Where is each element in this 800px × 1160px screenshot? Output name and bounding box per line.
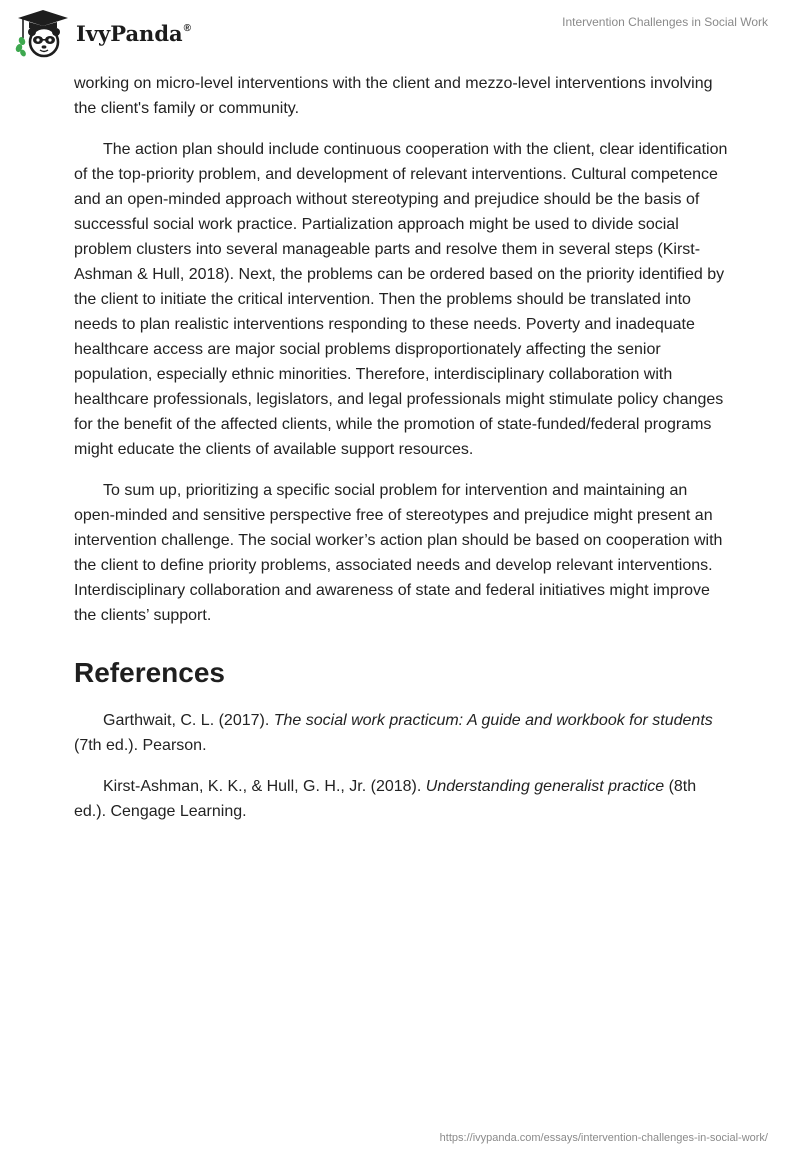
references-list	[74, 708, 728, 824]
body-paragraph: To sum up, prioritizing a specific social problem for intervention and maintaining an open-minded and sensitive perspective free of stereotypes and prejudice might present an intervention challenge. The social worker’s action plan should be based on cooperation with the client to define priority problems, associated needs and develop relevant interventions. Interdisciplinary collaboration and awareness of state and federal initiatives might improve the clients’ support.	[74, 482, 723, 624]
body-paragraph: The action plan should include continuous cooperation with the client, clear identification of the top-priority problem, and development of relevant interventions. Cultural competence and an open-minded approach without stereotyping and prejudice should be the basis of successful social work practice. Partialization approach might be used to divide social problem clusters into several manageable parts and resolve them in several steps (Kirst-Ashman & Hull, 2018). Next, the problems can be ordered based on the priority identified by the client to initiate the critical intervention. Then the problems should be translated into needs to plan realistic interventions responding to these needs. Poverty and inadequate healthcare access are major social problems disproportionately affecting the senior population, especially ethnic minorities. Therefore, interdisciplinary collaboration with healthcare professionals, legislators, and legal professionals might stimulate policy changes for the benefit of the affected clients, while the promotion of state-funded/federal programs might educate the clients of available support resources.	[74, 141, 728, 458]
body-paragraph: working on micro-level interventions with the client and mezzo-level interventions involving the client's family or community.	[74, 75, 713, 117]
reference-title: Understanding generalist practice	[425, 778, 665, 795]
reference-title: The social work practicum: A guide and workbook for students	[273, 712, 713, 729]
brand-name: IvyPanda®	[76, 20, 191, 46]
panda-graduate-icon	[14, 8, 72, 58]
reference-authors: Garthwait, C. L. (2017).	[103, 712, 274, 729]
page-header	[0, 0, 800, 66]
essay-content	[74, 71, 728, 824]
references-heading: References	[74, 657, 225, 688]
registered-mark: ®	[183, 22, 191, 34]
document-title: Intervention Challenges in Social Work	[562, 15, 768, 29]
reference-entry	[74, 774, 728, 824]
reference-entry	[74, 708, 728, 758]
source-url[interactable]: https://ivypanda.com/essays/intervention-challenges-in-social-work/	[439, 1132, 768, 1144]
reference-publisher: (8th ed.). Cengage Learning.	[74, 778, 697, 820]
ivypanda-logo[interactable]	[14, 8, 191, 58]
reference-authors: Kirst-Ashman, K. K., & Hull, G. H., Jr. (2018).	[103, 778, 426, 795]
reference-publisher: (7th ed.). Pearson.	[74, 737, 207, 754]
